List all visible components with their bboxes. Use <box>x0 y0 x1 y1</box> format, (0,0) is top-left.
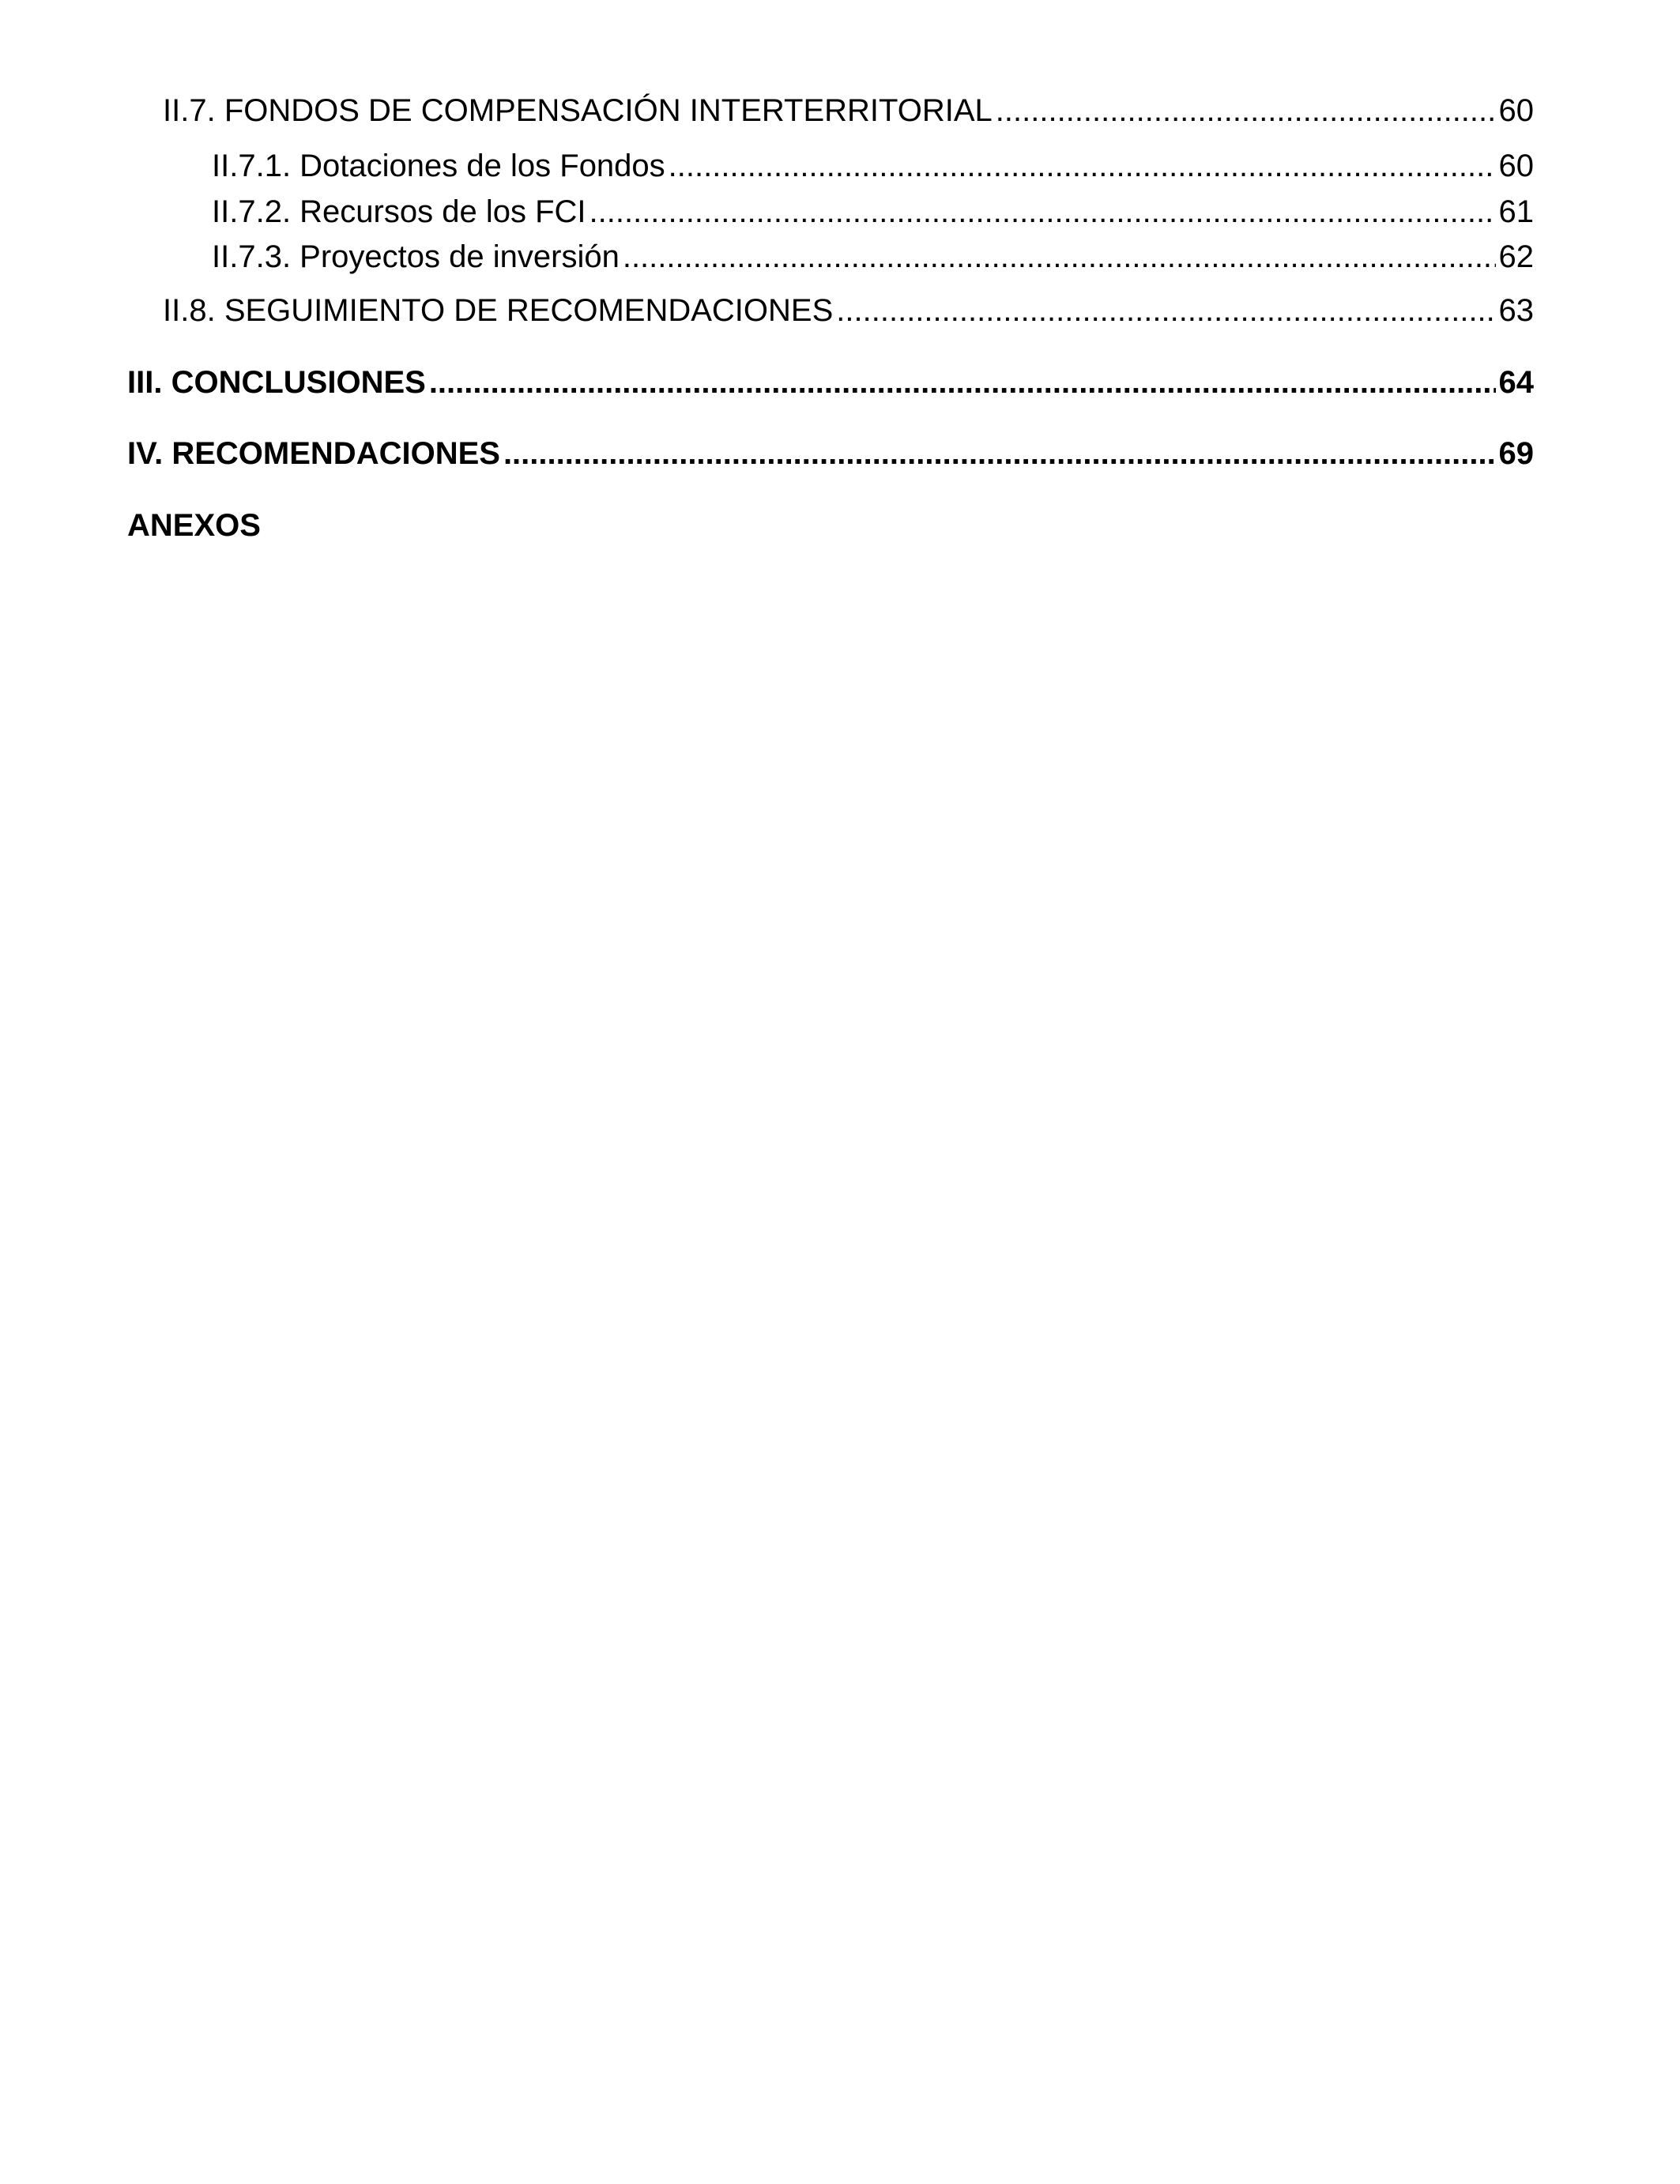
toc-entry-ii7[interactable] <box>163 91 1534 130</box>
dot-leader <box>590 192 1496 232</box>
toc-entry-title: II.7.2. Recursos de los FCI <box>212 194 586 229</box>
dot-leader <box>996 91 1496 130</box>
toc-entry-title: II.8. SEGUIMIENTO DE RECOMENDACIONES <box>163 293 834 328</box>
toc-entry-title: II.7.1. Dotaciones de los Fondos <box>212 149 665 183</box>
toc-entry-ii7-3[interactable] <box>212 237 1534 277</box>
toc-entry-page: 69 <box>1498 436 1534 471</box>
dot-leader <box>836 291 1495 330</box>
toc-entry-page: 63 <box>1498 293 1534 328</box>
toc-entry-page: 64 <box>1498 365 1534 400</box>
toc-entry-title: III. CONCLUSIONES <box>127 365 426 400</box>
toc-entry-iii[interactable] <box>127 363 1534 402</box>
dot-leader <box>669 146 1496 186</box>
toc-entry-page: 60 <box>1498 149 1534 183</box>
dot-leader <box>429 363 1496 402</box>
toc-entry-title: II.7. FONDOS DE COMPENSACIÓN INTERTERRITORIAL <box>163 93 993 128</box>
toc-entry-title: II.7.3. Proyectos de inversión <box>212 239 620 274</box>
toc-entry-page: 61 <box>1498 194 1534 229</box>
toc-entry-page: 60 <box>1498 93 1534 128</box>
toc-entry-page: 62 <box>1498 239 1534 274</box>
toc-entry-anexos[interactable]: ANEXOS <box>127 508 261 543</box>
toc-entry-title: IV. RECOMENDACIONES <box>127 436 500 471</box>
toc-entry-ii7-2[interactable] <box>212 192 1534 232</box>
toc-entry-ii7-1[interactable] <box>212 146 1534 186</box>
toc-entry-ii8[interactable] <box>163 291 1534 330</box>
dot-leader <box>623 237 1496 277</box>
toc-entry-iv[interactable] <box>127 434 1534 473</box>
dot-leader <box>503 434 1496 473</box>
